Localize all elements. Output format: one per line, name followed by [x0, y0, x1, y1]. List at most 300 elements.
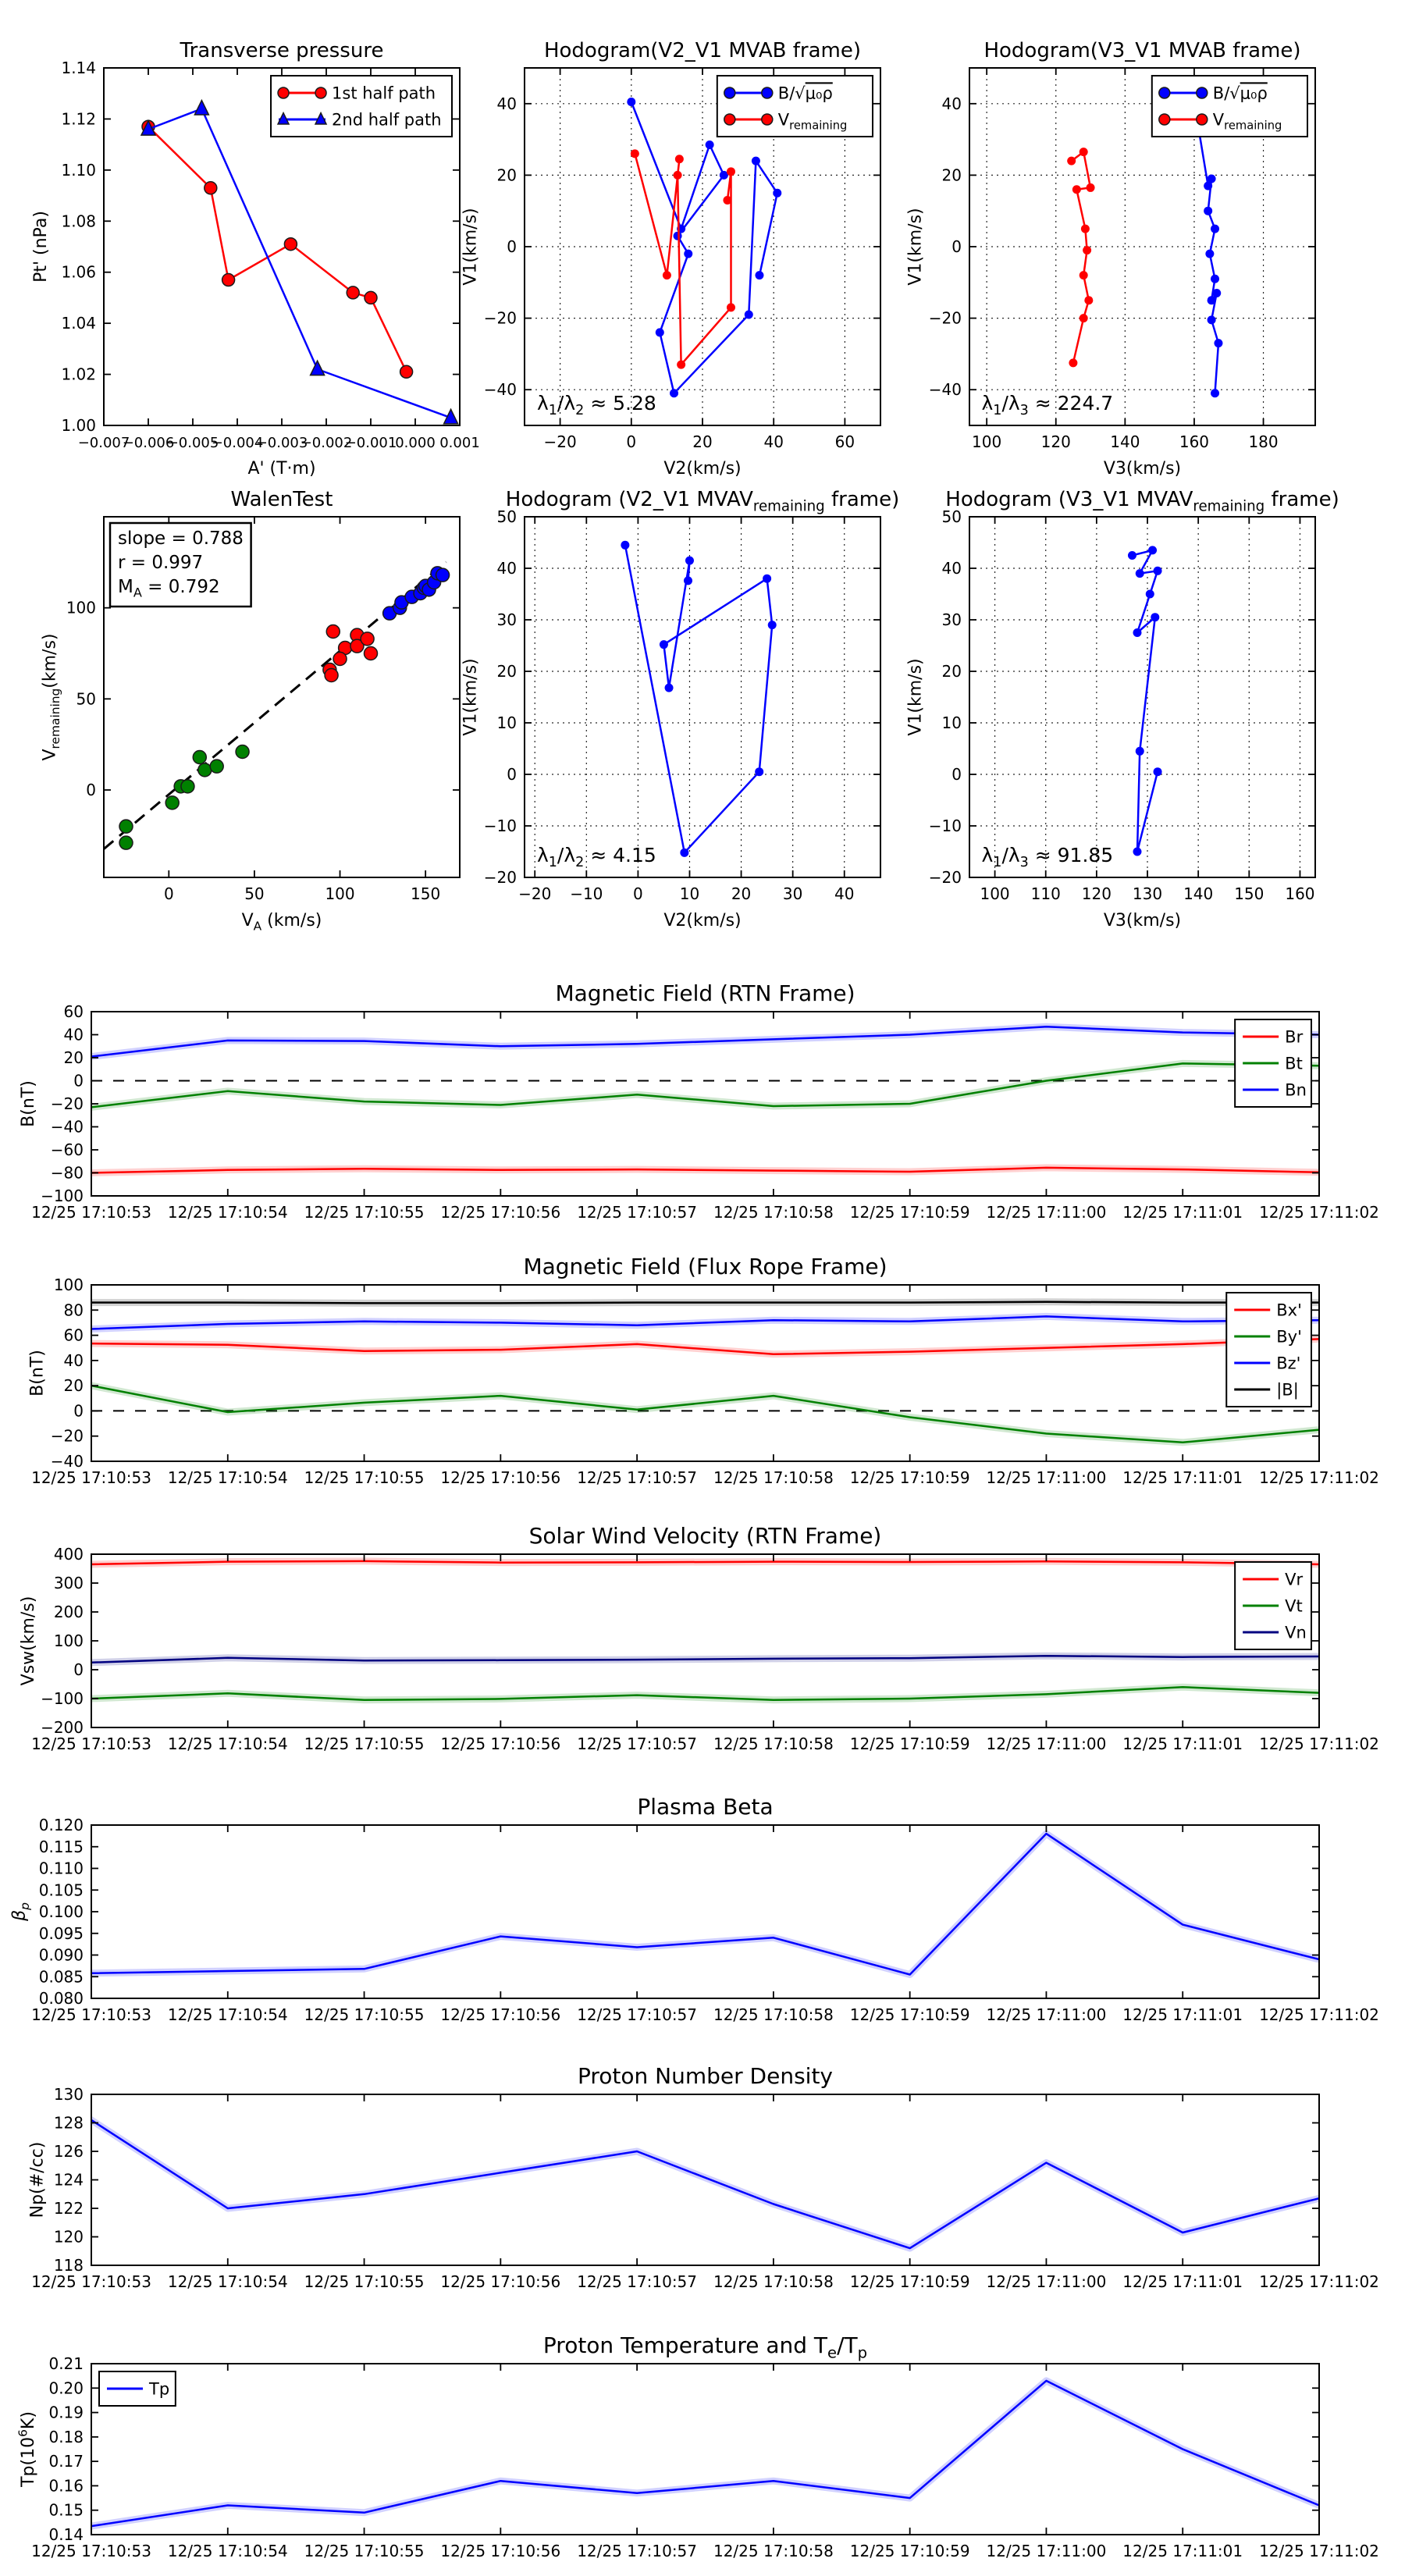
svg-text:150: 150 [411, 884, 441, 903]
svg-text:Bx': Bx' [1276, 1300, 1302, 1320]
svg-text:12/25 17:10:53: 12/25 17:10:53 [31, 1735, 151, 1753]
svg-text:12/25 17:11:00: 12/25 17:11:00 [986, 2005, 1107, 2024]
svg-text:12/25 17:10:58: 12/25 17:10:58 [713, 1735, 834, 1753]
svg-text:10: 10 [941, 713, 962, 732]
svg-text:140: 140 [1183, 884, 1214, 903]
legend [1235, 1562, 1311, 1649]
svg-text:−0.005: −0.005 [166, 435, 219, 451]
svg-text:12/25 17:11:01: 12/25 17:11:01 [1122, 1735, 1243, 1753]
svg-text:40: 40 [63, 1025, 84, 1044]
svg-text:12/25 17:10:59: 12/25 17:10:59 [849, 2005, 970, 2024]
y-axis-label: Vsw(km/s) [19, 1596, 38, 1686]
svg-text:12/25 17:10:56: 12/25 17:10:56 [440, 2005, 561, 2024]
series-group [91, 2120, 1319, 2248]
y-axis [484, 507, 880, 887]
svg-text:12/25 17:11:00: 12/25 17:11:00 [986, 1468, 1107, 1487]
y-axis-label: B(nT) [27, 1350, 48, 1397]
svg-text:180: 180 [1248, 432, 1279, 451]
svg-text:200: 200 [53, 1603, 84, 1621]
svg-text:Bn: Bn [1285, 1080, 1307, 1100]
svg-text:100: 100 [980, 884, 1010, 903]
svg-text:0.095: 0.095 [38, 1923, 84, 1943]
series-vt [91, 1687, 1319, 1700]
series-group [91, 1834, 1319, 1974]
axes-frame [91, 1554, 1319, 1727]
legend [1226, 1293, 1311, 1407]
svg-text:12/25 17:10:53: 12/25 17:10:53 [31, 2005, 151, 2024]
series-np [91, 2120, 1319, 2248]
svg-text:12/25 17:10:54: 12/25 17:10:54 [167, 2005, 288, 2024]
svg-text:12/25 17:10:56: 12/25 17:10:56 [440, 1735, 561, 1753]
series-group [91, 1026, 1319, 1172]
svg-text:−20: −20 [483, 308, 517, 328]
svg-text:50: 50 [941, 507, 962, 526]
svg-text:120: 120 [53, 2227, 84, 2247]
svg-text:B/√μ₀ρ: B/√μ₀ρ [777, 84, 833, 103]
svg-text:12/25 17:10:53: 12/25 17:10:53 [31, 1468, 151, 1487]
svg-text:0.115: 0.115 [38, 1837, 84, 1856]
svg-text:160: 160 [1285, 884, 1315, 903]
svg-text:150: 150 [1234, 884, 1264, 903]
svg-text:12/25 17:10:57: 12/25 17:10:57 [577, 2272, 698, 2291]
y-axis-label: Np(#/cc) [27, 2141, 48, 2218]
chart-svg-hodogram-v2v1-mvab [461, 39, 880, 479]
svg-text:30: 30 [941, 610, 962, 629]
chart-title: Solar Wind Velocity (RTN Frame) [528, 1523, 882, 1549]
svg-text:40: 40 [941, 94, 962, 113]
svg-text:0.16: 0.16 [48, 2476, 84, 2496]
svg-text:1.02: 1.02 [61, 365, 96, 384]
svg-text:0.085: 0.085 [38, 1967, 84, 1987]
svg-text:Br: Br [1285, 1027, 1304, 1047]
svg-text:0.20: 0.20 [48, 2379, 84, 2398]
y-axis-label: V1(km/s) [461, 208, 481, 286]
y-axis [54, 2085, 1319, 2275]
chart-svg-mag-fluxrope [27, 1254, 1379, 1487]
chart-title: Magnetic Field (Flux Rope Frame) [523, 1254, 887, 1279]
svg-text:Vn: Vn [1285, 1623, 1307, 1642]
x-axis [31, 2094, 1379, 2291]
svg-text:−10: −10 [928, 817, 962, 835]
svg-text:12/25 17:10:55: 12/25 17:10:55 [304, 1468, 425, 1487]
series-by- [91, 1386, 1319, 1443]
svg-text:−0.006: −0.006 [122, 435, 175, 451]
legend [717, 76, 873, 137]
svg-text:0.001: 0.001 [439, 435, 480, 451]
y-axis [66, 599, 460, 799]
series-beta-p [91, 1834, 1319, 1974]
chart-svg-walen-test [40, 488, 460, 934]
series-1st-half-path [142, 120, 413, 378]
svg-text:40: 40 [834, 884, 855, 903]
svg-text:0: 0 [163, 884, 174, 903]
chart-solar-wind-velocity [19, 1523, 1379, 1753]
x-axis-label: $V_A$ (km/s) [241, 911, 322, 934]
svg-text:12/25 17:10:57: 12/25 17:10:57 [577, 1203, 698, 1222]
svg-text:0: 0 [951, 237, 962, 256]
chart-walen-test [40, 488, 460, 934]
svg-text:120: 120 [1040, 432, 1071, 451]
svg-text:−20: −20 [50, 1426, 84, 1446]
axes-frame [91, 1285, 1319, 1461]
svg-text:30: 30 [782, 884, 803, 903]
chart-svg-vsw-rtn [19, 1523, 1379, 1753]
series-first-half [89, 745, 250, 875]
svg-text:−10: −10 [570, 884, 603, 903]
svg-text:2nd half path: 2nd half path [332, 110, 442, 130]
svg-text:0: 0 [507, 237, 517, 256]
series-b- [1190, 98, 1222, 397]
svg-text:400: 400 [53, 1545, 84, 1564]
svg-text:12/25 17:11:02: 12/25 17:11:02 [1259, 2005, 1379, 2024]
svg-text:0: 0 [73, 1660, 84, 1679]
svg-text:Vt: Vt [1285, 1596, 1303, 1616]
svg-text:slope = 0.788: slope = 0.788 [118, 528, 244, 549]
chart-title: Plasma Beta [637, 1794, 774, 1820]
svg-text:12/25 17:10:59: 12/25 17:10:59 [849, 1468, 970, 1487]
svg-text:12/25 17:10:59: 12/25 17:10:59 [849, 1203, 970, 1222]
svg-text:1.00: 1.00 [61, 416, 96, 435]
svg-text:20: 20 [941, 165, 962, 185]
x-axis [31, 2364, 1379, 2560]
series-group [1128, 546, 1162, 856]
chart-magnetic-field-rtn [19, 980, 1379, 1222]
svg-text:0.100: 0.100 [38, 1902, 84, 1921]
svg-text:1.04: 1.04 [61, 314, 96, 333]
x-axis-label: V2(km/s) [663, 459, 742, 479]
svg-text:−10: −10 [483, 817, 517, 835]
chart-hodogram-v3v1-mvav-remaining [905, 488, 1339, 930]
svg-text:0.17: 0.17 [48, 2452, 84, 2471]
svg-text:12/25 17:10:57: 12/25 17:10:57 [577, 2005, 698, 2024]
chart-title: Proton Temperature and $T_e/T_p$ [542, 2332, 868, 2362]
y-axis-label: B(nT) [19, 1080, 38, 1127]
svg-text:12/25 17:10:54: 12/25 17:10:54 [167, 1735, 288, 1753]
svg-text:124: 124 [53, 2170, 84, 2190]
series-tp [91, 2381, 1319, 2526]
series-v-remaining [1067, 148, 1094, 367]
svg-text:130: 130 [53, 2085, 84, 2104]
svg-text:40: 40 [63, 1350, 84, 1370]
series-group [141, 101, 458, 424]
svg-text:0.14: 0.14 [48, 2525, 84, 2544]
chart-svg-hodogram-v3v1-mvav [905, 488, 1339, 930]
y-axis [929, 507, 1315, 887]
y-axis-label: $\beta_p$ [9, 1902, 32, 1921]
svg-text:−20: −20 [928, 308, 962, 328]
svg-text:Bz': Bz' [1276, 1354, 1301, 1373]
series-group [91, 1561, 1319, 1700]
svg-text:−20: −20 [483, 868, 517, 887]
svg-text:100: 100 [325, 884, 355, 903]
svg-text:60: 60 [834, 432, 855, 451]
svg-text:Vremaining​: $V_{remaining}$ [777, 110, 848, 133]
svg-text:12/25 17:11:02: 12/25 17:11:02 [1259, 2542, 1379, 2560]
svg-text:30: 30 [496, 610, 517, 629]
svg-text:80: 80 [63, 1300, 84, 1320]
svg-text:10: 10 [679, 884, 700, 903]
svg-text:60: 60 [63, 1002, 84, 1021]
svg-text:20: 20 [496, 662, 517, 681]
svg-text:12/25 17:11:01: 12/25 17:11:01 [1122, 1468, 1243, 1487]
svg-text:−20: −20 [543, 432, 577, 451]
svg-text:0.19: 0.19 [48, 2403, 84, 2422]
svg-text:−0.004: −0.004 [211, 435, 264, 451]
svg-text:12/25 17:10:58: 12/25 17:10:58 [713, 1203, 834, 1222]
series-second-half [383, 567, 450, 620]
svg-text:12/25 17:11:00: 12/25 17:11:00 [986, 2542, 1107, 2560]
series-b- [627, 98, 781, 397]
svg-text:12/25 17:10:58: 12/25 17:10:58 [713, 2542, 834, 2560]
svg-text:20: 20 [941, 662, 962, 681]
svg-text:12/25 17:11:00: 12/25 17:11:00 [986, 1735, 1107, 1753]
annotation: $\lambda_1/\lambda_3 \approx 224.7$ [981, 392, 1114, 418]
svg-text:0: 0 [633, 884, 643, 903]
svg-text:0.080: 0.080 [38, 1989, 84, 2008]
svg-text:By': By' [1276, 1327, 1302, 1347]
svg-text:0.21: 0.21 [48, 2354, 84, 2373]
svg-text:12/25 17:10:53: 12/25 17:10:53 [31, 2272, 151, 2291]
y-axis-label: $V_{remaining}(km/s)$ [40, 633, 62, 761]
chart-hodogram-v3v1-mvab [905, 39, 1315, 479]
chart-svg-mag-rtn [19, 980, 1379, 1222]
svg-text:126: 126 [53, 2142, 84, 2161]
svg-text:0.110: 0.110 [38, 1859, 84, 1878]
y-axis [48, 2354, 1319, 2544]
chart-title: Hodogram (V2_V1 $MVAV_{remaining}$ frame) [505, 488, 900, 515]
chart-hodogram-v2v1-mvab [461, 39, 880, 479]
svg-text:12/25 17:11:01: 12/25 17:11:01 [1122, 2542, 1243, 2560]
svg-text:128: 128 [53, 2113, 84, 2133]
svg-text:−0.002: −0.002 [300, 435, 353, 451]
svg-text:0: 0 [507, 765, 517, 784]
series-bz- [91, 1316, 1319, 1329]
svg-text:r = 0.997: r = 0.997 [118, 553, 204, 573]
svg-text:20: 20 [496, 165, 517, 185]
svg-text:12/25 17:10:53: 12/25 17:10:53 [31, 2542, 151, 2560]
svg-text:60: 60 [63, 1325, 84, 1345]
chart-title: WalenTest [230, 488, 333, 511]
x-axis-label: V3(km/s) [1103, 459, 1182, 479]
svg-text:12/25 17:11:02: 12/25 17:11:02 [1259, 2272, 1379, 2291]
svg-text:B/√μ₀ρ: B/√μ₀ρ [1212, 84, 1268, 103]
chart-proton-number-density [27, 2063, 1379, 2291]
svg-text:160: 160 [1179, 432, 1210, 451]
svg-text:120: 120 [1081, 884, 1112, 903]
svg-text:−20: −20 [50, 1094, 84, 1113]
svg-text:12/25 17:10:56: 12/25 17:10:56 [440, 2542, 561, 2560]
svg-text:1.14: 1.14 [61, 59, 96, 77]
svg-text:Tp: Tp [149, 2379, 170, 2399]
svg-text:12/25 17:11:00: 12/25 17:11:00 [986, 2272, 1107, 2291]
series-bx- [91, 1339, 1319, 1354]
svg-text:12/25 17:10:54: 12/25 17:10:54 [167, 2542, 288, 2560]
svg-text:12/25 17:11:02: 12/25 17:11:02 [1259, 1468, 1379, 1487]
axes-frame [525, 517, 880, 877]
svg-text:100: 100 [972, 432, 1002, 451]
svg-text:12/25 17:10:58: 12/25 17:10:58 [713, 1468, 834, 1487]
svg-text:−0.003: −0.003 [255, 435, 308, 451]
series-br [91, 1168, 1319, 1173]
svg-text:Bt: Bt [1285, 1054, 1303, 1073]
svg-text:0: 0 [73, 1071, 84, 1091]
series-b-hodogram [621, 541, 776, 857]
svg-text:12/25 17:10:58: 12/25 17:10:58 [713, 2005, 834, 2024]
svg-text:12/25 17:10:56: 12/25 17:10:56 [440, 1468, 561, 1487]
svg-text:−80: −80 [50, 1163, 84, 1183]
svg-text:1.10: 1.10 [61, 160, 96, 180]
svg-text:12/25 17:10:55: 12/25 17:10:55 [304, 1735, 425, 1753]
chart-title: Magnetic Field (RTN Frame) [555, 980, 855, 1006]
series-group [1067, 98, 1222, 397]
series-group [91, 2381, 1319, 2526]
series-bn [91, 1026, 1319, 1056]
annotation: $\lambda_1/\lambda_3 \approx 91.85$ [981, 844, 1114, 870]
y-axis-label: V1(km/s) [905, 208, 926, 286]
svg-text:12/25 17:10:56: 12/25 17:10:56 [440, 2272, 561, 2291]
svg-text:1.06: 1.06 [61, 262, 96, 282]
svg-text:20: 20 [731, 884, 752, 903]
chart-svg-hodogram-v2v1-mvav [461, 488, 900, 930]
chart-svg-hodogram-v3v1-mvab [905, 39, 1315, 479]
svg-text:110: 110 [1030, 884, 1061, 903]
svg-text:−40: −40 [50, 1452, 84, 1471]
chart-title: Transverse pressure [180, 39, 384, 62]
svg-text:0.18: 0.18 [48, 2427, 84, 2446]
svg-text:40: 40 [941, 559, 962, 578]
legend [99, 2371, 176, 2406]
x-axis [31, 1285, 1379, 1487]
svg-text:1.08: 1.08 [61, 212, 96, 231]
svg-text:12/25 17:10:55: 12/25 17:10:55 [304, 1203, 425, 1222]
y-axis [41, 1545, 1319, 1737]
svg-text:0.090: 0.090 [38, 1945, 84, 1965]
svg-text:Vr: Vr [1285, 1570, 1304, 1589]
chart-magnetic-field-fluxrope [27, 1254, 1379, 1487]
series-middle [323, 625, 378, 682]
svg-text:0: 0 [951, 765, 962, 784]
svg-text:12/25 17:10:54: 12/25 17:10:54 [167, 1468, 288, 1487]
svg-text:12/25 17:11:02: 12/25 17:11:02 [1259, 1735, 1379, 1753]
svg-text:50: 50 [76, 689, 96, 709]
chart-title: Proton Number Density [577, 2063, 834, 2089]
svg-text:−100: −100 [41, 1689, 84, 1708]
y-axis [39, 1816, 1319, 2008]
chart-proton-temperature [16, 2332, 1379, 2560]
svg-text:|B|: |B| [1276, 1380, 1299, 1400]
svg-text:12/25 17:10:54: 12/25 17:10:54 [167, 2272, 288, 2291]
series-vn [91, 1656, 1319, 1663]
annotation: $\lambda_1/\lambda_2 \approx 4.15$ [536, 844, 656, 870]
svg-text:12/25 17:10:58: 12/25 17:10:58 [713, 2272, 834, 2291]
svg-text:0.105: 0.105 [38, 1880, 84, 1900]
svg-text:12/25 17:11:01: 12/25 17:11:01 [1122, 1203, 1243, 1222]
x-axis-label: V2(km/s) [663, 911, 742, 930]
svg-text:−40: −40 [928, 380, 962, 400]
svg-text:100: 100 [53, 1631, 84, 1650]
svg-text:118: 118 [53, 2256, 84, 2275]
svg-text:20: 20 [692, 432, 713, 451]
y-axis-label: $Tp(10^6K)$ [16, 2411, 38, 2487]
svg-text:0.15: 0.15 [48, 2500, 84, 2520]
legend [271, 76, 452, 137]
svg-text:0: 0 [73, 1401, 84, 1421]
y-axis-label: Pt' (nPa) [31, 211, 51, 283]
svg-text:−60: −60 [50, 1140, 84, 1159]
svg-text:40: 40 [763, 432, 784, 451]
svg-text:300: 300 [53, 1574, 84, 1592]
svg-text:140: 140 [1110, 432, 1140, 451]
chart-hodogram-v2v1-mvav-remaining [461, 488, 900, 930]
x-axis-label: A' (T·m) [247, 459, 316, 479]
svg-text:−40: −40 [483, 380, 517, 400]
svg-text:−20: −20 [518, 884, 552, 903]
svg-text:12/25 17:10:57: 12/25 17:10:57 [577, 1735, 698, 1753]
svg-text:1.12: 1.12 [61, 109, 96, 129]
svg-text:12/25 17:10:57: 12/25 17:10:57 [577, 2542, 698, 2560]
svg-text:12/25 17:10:55: 12/25 17:10:55 [304, 2272, 425, 2291]
svg-text:−100: −100 [41, 1187, 84, 1205]
svg-text:122: 122 [53, 2199, 84, 2218]
chart-plasma-beta [9, 1794, 1379, 2024]
chart-title: Hodogram (V3_V1 $MVAV_{remaining}$ frame) [945, 488, 1339, 515]
y-axis-label: V1(km/s) [461, 658, 481, 736]
svg-text:0.120: 0.120 [38, 1816, 84, 1834]
svg-text:1st half path: 1st half path [332, 84, 436, 103]
svg-text:0: 0 [86, 781, 96, 799]
svg-text:12/25 17:10:59: 12/25 17:10:59 [849, 2542, 970, 2560]
svg-text:MA​ = 0.792: $M_A = 0.792$ [118, 577, 220, 600]
svg-text:20: 20 [63, 1048, 84, 1067]
svg-text:100: 100 [53, 1276, 84, 1294]
svg-text:0: 0 [626, 432, 637, 451]
svg-text:−200: −200 [41, 1718, 84, 1737]
series-group [627, 98, 781, 397]
chart-title: Hodogram(V3_V1 MVAB frame) [984, 39, 1301, 62]
x-axis-label: V3(km/s) [1103, 911, 1182, 930]
svg-text:12/25 17:10:54: 12/25 17:10:54 [167, 1203, 288, 1222]
svg-text:12/25 17:11:01: 12/25 17:11:01 [1122, 2272, 1243, 2291]
svg-text:0.000: 0.000 [395, 435, 436, 451]
chart-svg-proton-temp [16, 2332, 1379, 2560]
chart-title: Hodogram(V2_V1 MVAB frame) [543, 39, 862, 62]
svg-text:130: 130 [1132, 884, 1163, 903]
svg-text:12/25 17:10:55: 12/25 17:10:55 [304, 2005, 425, 2024]
svg-text:−20: −20 [928, 868, 962, 887]
svg-text:12/25 17:10:59: 12/25 17:10:59 [849, 1735, 970, 1753]
svg-text:12/25 17:11:00: 12/25 17:11:00 [986, 1203, 1107, 1222]
svg-text:20: 20 [63, 1376, 84, 1396]
svg-text:10: 10 [496, 713, 517, 732]
svg-text:50: 50 [496, 507, 517, 526]
svg-text:−40: −40 [50, 1117, 84, 1137]
svg-text:40: 40 [496, 94, 517, 113]
series--b- [91, 1302, 1319, 1304]
series-group [621, 541, 776, 857]
svg-text:12/25 17:10:56: 12/25 17:10:56 [440, 1203, 561, 1222]
svg-text:−0.007: −0.007 [77, 435, 130, 451]
svg-text:Vremaining​: $V_{remaining}$ [1212, 110, 1282, 133]
series-group [89, 562, 450, 875]
gridlines [525, 517, 880, 877]
annotation: $\lambda_1/\lambda_2 \approx 5.28$ [536, 392, 656, 418]
svg-text:12/25 17:10:53: 12/25 17:10:53 [31, 1203, 151, 1222]
legend [1235, 1019, 1311, 1107]
series-group [91, 1302, 1319, 1443]
svg-text:12/25 17:10:57: 12/25 17:10:57 [577, 1468, 698, 1487]
stats-box [110, 523, 251, 607]
svg-text:12/25 17:10:59: 12/25 17:10:59 [849, 2272, 970, 2291]
